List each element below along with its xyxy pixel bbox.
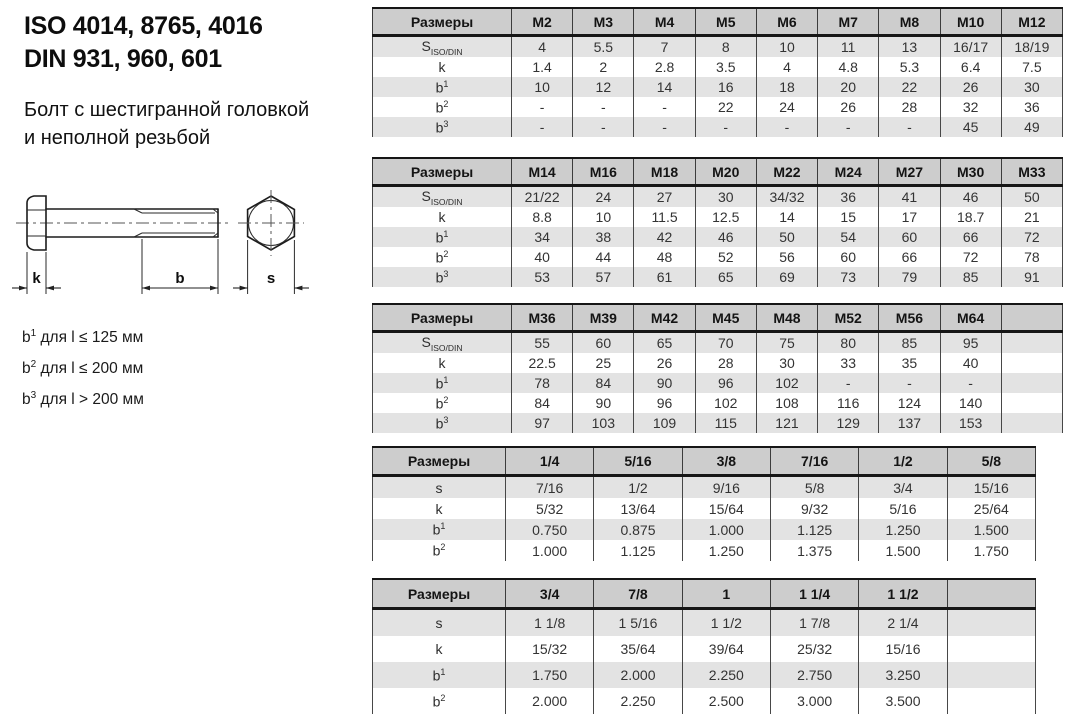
table-cell: 12.5 [695,207,756,227]
table-cell: 96 [634,393,695,413]
table-cell: 41 [879,186,940,208]
table-cell: 26 [634,353,695,373]
table-cell: 46 [940,186,1001,208]
table-cell: 54 [818,227,879,247]
table-cell: 4 [756,57,817,77]
column-header: 5/8 [947,447,1035,476]
table-cell: 40 [940,353,1001,373]
column-header: M5 [695,8,756,36]
table-cell: 85 [879,332,940,354]
column-header: M36 [512,304,573,332]
table-cell: 15/32 [506,636,594,662]
table-cell: 1 7/8 [770,609,858,637]
table-cell: 4.8 [818,57,879,77]
table-cell [1001,373,1062,393]
iso-standards-title: ISO 4014, 8765, 4016 [24,12,263,40]
table-cell [1001,413,1062,433]
subtitle-line-1: Болт с шестигранной головкой [24,99,310,121]
table-cell: 14 [756,207,817,227]
table-cell: - [695,117,756,137]
row-label: $b^3$ [373,117,512,137]
table-cell: 1.500 [859,540,947,561]
table-cell: - [879,373,940,393]
table-cell: 49 [1001,117,1062,137]
table-cell: 97 [512,413,573,433]
table-cell: 26 [818,97,879,117]
table-cell: 21/22 [512,186,573,208]
table-cell: 28 [695,353,756,373]
row-label: k [373,498,506,519]
table-cell: 2.750 [770,662,858,688]
table-cell: 1.750 [947,540,1035,561]
table-cell: 11.5 [634,207,695,227]
table-cell: 3.000 [770,688,858,714]
table-cell: 33 [818,353,879,373]
table-cell: 1.250 [682,540,770,561]
table-cell: 8 [695,36,756,58]
table-cell: 28 [879,97,940,117]
table-cell: 10 [756,36,817,58]
header-row [373,447,1036,476]
table-cell: 78 [1001,247,1062,267]
table-cell: - [818,373,879,393]
row-label: $b^1$ [373,227,512,247]
table-cell [947,662,1035,688]
table-cell: 66 [940,227,1001,247]
table-cell: 2.500 [682,688,770,714]
table-cell: 55 [512,332,573,354]
table-cell: 7/16 [506,476,594,499]
column-header: M56 [879,304,940,332]
table-cell: 0.750 [506,519,594,540]
table-cell: 140 [940,393,1001,413]
table-row [373,636,1036,662]
table-cell: - [512,117,573,137]
row-label: k [373,207,512,227]
sizes-header: Размеры [373,579,506,609]
table-cell: 153 [940,413,1001,433]
table-row [373,97,1063,117]
table-cell: - [634,117,695,137]
table-cell: 24 [756,97,817,117]
table-cell: 22.5 [512,353,573,373]
column-header: 7/16 [770,447,858,476]
table-cell: 79 [879,267,940,287]
column-header: M22 [756,158,817,186]
b-dimension-label: b [175,270,185,287]
subtitle-line-2: и неполной резьбой [24,127,211,149]
table-cell: 13 [879,36,940,58]
table-cell: 90 [573,393,634,413]
table-cell: 2.8 [634,57,695,77]
column-header: 1 1/2 [859,579,947,609]
table-row [373,688,1036,714]
column-header: M39 [573,304,634,332]
table-cell: 25/32 [770,636,858,662]
table-cell [947,609,1035,637]
table-cell: 70 [695,332,756,354]
table-cell: 129 [818,413,879,433]
table-cell: 39/64 [682,636,770,662]
table-cell: 5/16 [859,498,947,519]
column-header: M33 [1001,158,1062,186]
table-cell: 15 [818,207,879,227]
row-label: $b^2$ [373,393,512,413]
table-cell: 46 [695,227,756,247]
table-cell: 0.875 [594,519,682,540]
column-header: 1/2 [859,447,947,476]
table-cell: 10 [573,207,634,227]
table-row [373,609,1036,637]
table-cell: 95 [940,332,1001,354]
table-cell: 5/32 [506,498,594,519]
table-cell: - [634,97,695,117]
row-label: k [373,57,512,77]
footnote-line: $b^3$ для l > 200 мм [22,390,144,409]
table-cell: 1.125 [594,540,682,561]
table-row [373,57,1063,77]
row-label: $b^2$ [373,247,512,267]
row-label: $S_{ISO/DIN}$ [373,36,512,58]
table-cell: 14 [634,77,695,97]
column-header: M12 [1001,8,1062,36]
table-cell: 15/16 [947,476,1035,499]
sizes-header: Размеры [373,447,506,476]
table-cell: 5/8 [770,476,858,499]
table-cell: 2 [573,57,634,77]
row-label: $b^2$ [373,97,512,117]
table-cell: 35 [879,353,940,373]
table-cell: 108 [756,393,817,413]
table-cell: 4 [512,36,573,58]
row-label: $b^1$ [373,77,512,97]
column-header: M24 [818,158,879,186]
column-header [947,579,1035,609]
table-cell: 35/64 [594,636,682,662]
dimension-table-metric-m36-m64 [372,303,1063,433]
table-cell: 1.125 [770,519,858,540]
table-cell: 13/64 [594,498,682,519]
table-cell: 137 [879,413,940,433]
row-label: $b^3$ [373,267,512,287]
table-cell: 52 [695,247,756,267]
dimension-table-inch-threequarters-to-oneandhalf [372,578,1036,714]
table-row [373,117,1063,137]
table-cell: 25 [573,353,634,373]
table-cell: 1.375 [770,540,858,561]
table-row [373,476,1036,499]
table-cell: 84 [512,393,573,413]
table-cell: 116 [818,393,879,413]
table-cell: 10 [512,77,573,97]
table-cell: 53 [512,267,573,287]
table-cell [947,688,1035,714]
column-header: M27 [879,158,940,186]
table-row [373,227,1063,247]
table-cell: 72 [1001,227,1062,247]
column-header: M52 [818,304,879,332]
row-label: $b^3$ [373,413,512,433]
table-row [373,77,1063,97]
column-header: M42 [634,304,695,332]
table-cell: 66 [879,247,940,267]
table-cell: 45 [940,117,1001,137]
table-cell: 24 [573,186,634,208]
table-cell: 30 [756,353,817,373]
table-cell: 5.5 [573,36,634,58]
table-cell: - [818,117,879,137]
table-cell: 3/4 [859,476,947,499]
table-cell: 109 [634,413,695,433]
table-cell: - [756,117,817,137]
table-cell: 96 [695,373,756,393]
row-label: k [373,353,512,373]
row-label: $S_{ISO/DIN}$ [373,332,512,354]
table-cell: 6.4 [940,57,1001,77]
table-cell: 21 [1001,207,1062,227]
table-cell: 1.4 [512,57,573,77]
column-header: M48 [756,304,817,332]
table-cell: - [512,97,573,117]
table-cell: 30 [1001,77,1062,97]
table-row [373,373,1063,393]
sizes-header: Размеры [373,8,512,36]
header-row [373,579,1036,609]
column-header: 3/8 [682,447,770,476]
table-cell: 48 [634,247,695,267]
row-label: $b^1$ [373,373,512,393]
table-cell: 3.5 [695,57,756,77]
table-cell: 1.000 [506,540,594,561]
table-cell: 84 [573,373,634,393]
row-label: $b^1$ [373,662,506,688]
table-row [373,207,1063,227]
table-cell: - [573,117,634,137]
column-header: M3 [573,8,634,36]
table-row [373,540,1036,561]
table-cell: 3.250 [859,662,947,688]
header-row [373,8,1063,36]
table-cell: 20 [818,77,879,97]
table-cell: 50 [756,227,817,247]
row-label: $S_{ISO/DIN}$ [373,186,512,208]
table-cell: 50 [1001,186,1062,208]
table-cell: 32 [940,97,1001,117]
table-cell: 103 [573,413,634,433]
column-header: M16 [573,158,634,186]
row-label: s [373,609,506,637]
table-cell: 2.250 [594,688,682,714]
table-cell [1001,393,1062,413]
table-cell: 36 [818,186,879,208]
table-cell: 42 [634,227,695,247]
column-header: M14 [512,158,573,186]
table-cell [947,636,1035,662]
table-cell: 91 [1001,267,1062,287]
table-row [373,186,1063,208]
table-cell: 17 [879,207,940,227]
column-header [1001,304,1062,332]
table-cell: 90 [634,373,695,393]
table-cell: 15/16 [859,636,947,662]
table-cell: 36 [1001,97,1062,117]
table-cell: 18 [756,77,817,97]
table-cell: 1.500 [947,519,1035,540]
table-cell: 60 [818,247,879,267]
column-header: M64 [940,304,1001,332]
column-header: M18 [634,158,695,186]
table-row [373,413,1063,433]
table-cell: 72 [940,247,1001,267]
dimension-table-inch-quarter-to-fiveeighths [372,446,1036,561]
column-header: M8 [879,8,940,36]
row-label: s [373,476,506,499]
footnote-line: $b^1$ для l ≤ 125 мм [22,328,144,347]
table-cell: 57 [573,267,634,287]
table-cell: - [940,373,1001,393]
table-cell: - [879,117,940,137]
table-cell: 38 [573,227,634,247]
column-header: 7/8 [594,579,682,609]
table-cell: 25/64 [947,498,1035,519]
table-cell: 65 [634,332,695,354]
row-label: k [373,636,506,662]
table-row [373,353,1063,373]
table-cell: 85 [940,267,1001,287]
table-row [373,393,1063,413]
table-cell: 73 [818,267,879,287]
table-row [373,332,1063,354]
table-cell: 102 [695,393,756,413]
table-cell: 65 [695,267,756,287]
table-cell: 5.3 [879,57,940,77]
table-row [373,267,1063,287]
table-cell: 60 [879,227,940,247]
dimension-table-metric-m2-m12 [372,7,1063,137]
table-cell: 61 [634,267,695,287]
table-cell: 18/19 [1001,36,1062,58]
s-dimension-label: s [266,270,276,287]
table-cell: 60 [573,332,634,354]
table-cell: 2.000 [594,662,682,688]
table-cell: 1.000 [682,519,770,540]
table-row [373,498,1036,519]
table-cell: 1 1/8 [506,609,594,637]
table-cell: 9/32 [770,498,858,519]
table-cell: 16/17 [940,36,1001,58]
table-cell: 56 [756,247,817,267]
column-header: M6 [756,8,817,36]
table-cell: 12 [573,77,634,97]
table-cell: 1.750 [506,662,594,688]
column-header: 1 [682,579,770,609]
table-cell: 9/16 [682,476,770,499]
table-cell: 75 [756,332,817,354]
table-cell [1001,353,1062,373]
row-label: $b^1$ [373,519,506,540]
header-row [373,158,1063,186]
header-row [373,304,1063,332]
column-header: M2 [512,8,573,36]
sizes-header: Размеры [373,158,512,186]
table-cell: 1/2 [594,476,682,499]
table-cell: 30 [695,186,756,208]
column-header: 1 1/4 [770,579,858,609]
table-cell: 22 [695,97,756,117]
table-row [373,662,1036,688]
table-cell: 40 [512,247,573,267]
row-label: $b^2$ [373,540,506,561]
table-row [373,519,1036,540]
table-row [373,36,1063,58]
column-header: M20 [695,158,756,186]
din-standards-title: DIN 931, 960, 601 [24,45,222,73]
table-cell: 18.7 [940,207,1001,227]
table-cell: 34/32 [756,186,817,208]
table-cell: 8.8 [512,207,573,227]
table-cell: 78 [512,373,573,393]
table-cell: 115 [695,413,756,433]
footnote-line: $b^2$ для l ≤ 200 мм [22,359,144,378]
column-header: M30 [940,158,1001,186]
k-dimension-label: k [32,270,41,287]
column-header: M45 [695,304,756,332]
column-header: 3/4 [506,579,594,609]
table-cell: 2.000 [506,688,594,714]
table-cell: 2.250 [682,662,770,688]
table-cell: 124 [879,393,940,413]
column-header: 5/16 [594,447,682,476]
table-cell: 102 [756,373,817,393]
column-header: M10 [940,8,1001,36]
table-cell: 2 1/4 [859,609,947,637]
table-cell: 121 [756,413,817,433]
table-cell: 22 [879,77,940,97]
dimension-table-metric-m14-m33 [372,157,1063,287]
table-cell: 26 [940,77,1001,97]
table-cell: 3.500 [859,688,947,714]
table-row [373,247,1063,267]
table-cell: - [573,97,634,117]
table-cell: 15/64 [682,498,770,519]
table-cell: 44 [573,247,634,267]
column-header: M7 [818,8,879,36]
table-cell: 1.250 [859,519,947,540]
table-cell: 16 [695,77,756,97]
table-cell: 7 [634,36,695,58]
table-cell: 69 [756,267,817,287]
table-cell: 34 [512,227,573,247]
table-cell: 7.5 [1001,57,1062,77]
table-cell: 27 [634,186,695,208]
table-cell: 80 [818,332,879,354]
sizes-header: Размеры [373,304,512,332]
table-cell: 11 [818,36,879,58]
table-cell [1001,332,1062,354]
table-cell: 1 5/16 [594,609,682,637]
column-header: 1/4 [506,447,594,476]
row-label: $b^2$ [373,688,506,714]
table-cell: 1 1/2 [682,609,770,637]
column-header: M4 [634,8,695,36]
